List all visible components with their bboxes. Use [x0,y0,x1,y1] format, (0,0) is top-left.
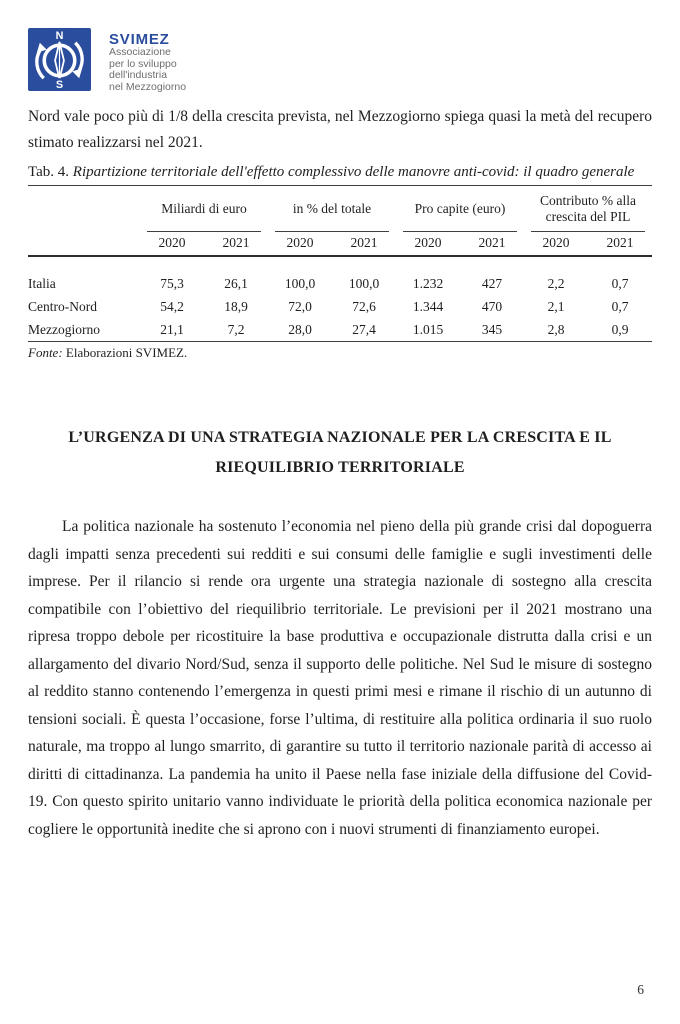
compass-south-label: S [55,79,64,91]
table-cell: 0,7 [611,276,629,292]
table-cell: 427 [481,276,503,292]
table-cell: 72,0 [288,299,312,315]
year-header: 2021 [350,235,378,251]
logo-subtitle-line: Associazione [109,46,171,58]
section-heading [28,423,652,483]
table-corner-cell [28,232,140,255]
section-heading-line: L’URGENZA DI UNA STRATEGIA NAZIONALE PER LA CRESCITA E IL [68,429,612,447]
year-header: 2020 [542,235,570,251]
data-table [28,185,652,342]
table-cell: 100,0 [348,276,380,292]
table-caption-label: Tab. 4. [28,164,70,181]
logo-subtitle-line: dell'industria [109,69,168,82]
compass-north-label: N [55,29,64,42]
table-cell: 470 [481,299,503,315]
column-group-header: Miliardi di euro [147,186,261,232]
table-cell: 18,9 [224,299,248,315]
table-cell: 0,7 [611,299,629,315]
row-label: Mezzogiorno [28,322,100,338]
table-cell: 1.232 [412,276,444,292]
logo-subtitle-line: nel Mezzogiorno [109,80,187,93]
table-source [28,345,652,361]
row-label: Centro-Nord [28,299,97,315]
table-cell: 26,1 [224,276,248,292]
table-cell: 2,1 [547,299,565,315]
logo-text-block [109,28,186,93]
svimez-logo [28,28,652,93]
table-cell: 28,0 [288,322,312,338]
year-header: 2021 [478,235,506,251]
section-heading-line: RIEQUILIBRIO TERRITORIALE [215,459,465,477]
table-cell: 54,2 [160,299,184,315]
table-spacer-row [28,257,652,272]
year-header: 2021 [606,235,634,251]
intro-paragraph: Nord vale poco più di 1/8 della crescita prevista, nel Mezzogiorno spiega quasi la metà del recupero stimato realizzarsi nel 2021. [28,108,652,152]
compass-icon [28,28,91,91]
column-group-header: in % del totale [275,186,389,232]
table-cell: 75,3 [160,276,184,292]
table-cell: 100,0 [284,276,316,292]
table-caption-text: Ripartizione territoriale dell'effetto complessivo delle manovre anti-covid: il quadro generale [72,164,635,181]
table-cell: 27,4 [352,322,376,338]
table-cell: 2,8 [547,322,565,338]
table-cell: 1.015 [412,322,444,338]
table-cell: 345 [481,322,503,338]
column-group-header: Pro capite (euro) [403,186,517,232]
body-paragraph: La politica nazionale ha sostenuto l’economia nel pieno della più grande crisi dal dopoguerra dagli impatti senza precedenti sui redditi e sui consumi delle famiglie e sugli investimenti delle imprese. Per il rilancio si rende ora urgente una strategia nazionale di sostegno alla crescita compatibile con l’obiettivo del riequilibrio territoriale. Le previsioni per il 2021 mostrano una ripresa troppo debole per ricostituire la base produttiva e occupazionale distrutta dalla crisi e un allargamento del divario Nord/Sud, senza il supporto delle politiche. Nel Sud le misure di sostegno al reddito stanno contenendo l’emergenza in questi primi mesi e rimane il rischio di un autunno di tensioni sociali. È questa l’occasione, forse l’ultima, di restituire alla politica ordinaria il suo ruolo naturale, ma troppo al lungo smarrito, di garantire su tutto il territorio nazionale parità di accesso ai diritti di cittadinanza. La pandemia ha unito il Paese nella fase iniziale della diffusione del Covid-19. Con questo spirito unitario vanno individuate le priorità della politica economica nazionale per cogliere le opportunità inedite che si aprono con i nuovi strumenti di finanziamento europei. [28,518,652,838]
table-source-label: Fonte: [28,345,63,361]
year-header: 2020 [286,235,314,251]
column-group-header: Contributo % alla crescita del PIL [531,186,645,232]
logo-brand-text: SVIMEZ [109,31,170,48]
logo-subtitle-line: per lo sviluppo [109,57,177,70]
table-cell: 1.344 [412,299,444,315]
row-label: Italia [28,276,56,292]
table-cell: 0,9 [611,322,629,338]
page-number: 6 [637,982,644,997]
year-header: 2020 [158,235,186,251]
table-corner-cell [28,186,140,232]
table-cell: 2,2 [547,276,565,292]
table-caption [28,164,652,181]
year-header: 2021 [222,235,250,251]
table-bottom-rule [28,341,652,342]
year-header: 2020 [414,235,442,251]
table-cell: 72,6 [352,299,376,315]
table-source-text: Elaborazioni SVIMEZ. [65,345,188,361]
table-cell: 7,2 [227,322,245,338]
table-cell: 21,1 [160,322,184,338]
